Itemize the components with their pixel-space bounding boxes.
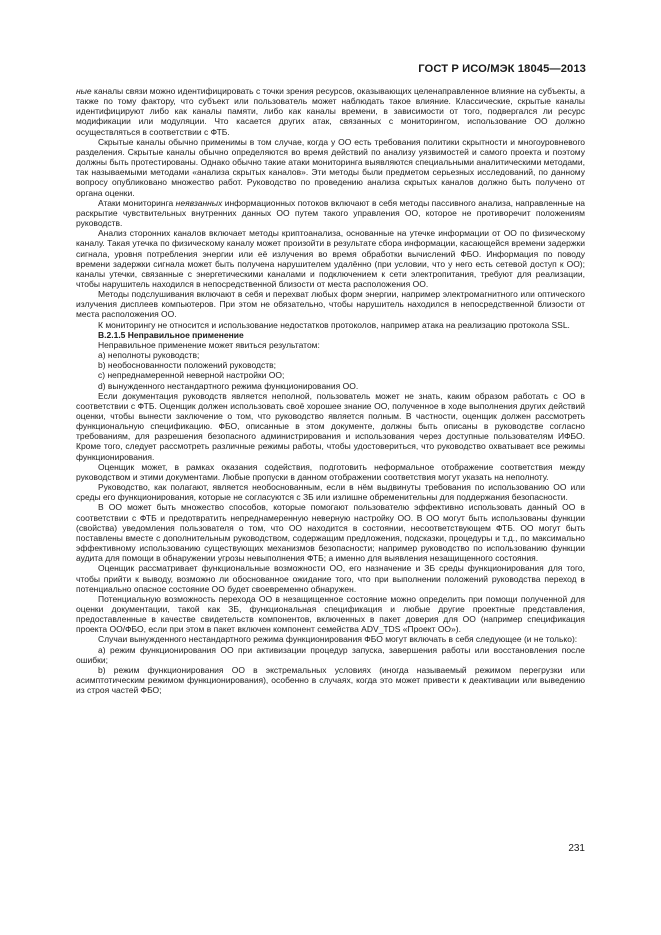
paragraph-incomplete-guidance: Если документация руководств является неполной, пользователь может не знать, каким образом работать с ОО в соответствии с ФТБ. Оценщик должен использовать своё хорошее знание ОО, полученное в ходе выполнения других действий оценки, чтобы вынести заключение о том, что руководство является полным. В частности, оценщик должен рассмотреть функциональную спецификацию. ФБО, описанные в этом документе, должны быть описаны в руководстве согласно требованиям, для разрешения безопасного администрирования и использования через доступные пользователям ИФБО. Кроме того, следует рассмотреть различные режимы работы, чтобы удостовериться, что руководство охватывает все режимы функционирования.	[76, 390, 585, 462]
document-body	[76, 86, 585, 695]
page-number: 231	[568, 843, 585, 854]
paragraph-monitoring-attacks	[76, 198, 585, 228]
paragraph-misuse-intro: Неправильное применение может явиться результатом:	[98, 339, 320, 350]
document-header: ГОСТ Р ИСО/МЭК 18045—2013	[418, 63, 586, 75]
paragraph-misconfiguration: В ОО может быть множество способов, которые помогают пользователю эффективно использовать данный ОО в соответствии с ФТБ и предотвратить непреднамеренную неверную настройку ОО. В ОО могут быть использованы функции (свойства) уведомления пользователя о том, что ОО находится в состоянии, несоответствующем ФТБ. ОО могут быть поставлены вместе с дополнительным руководством, содержащим предложения, подсказки, процедуры и т.д., по максимально эффективному использованию существующих механизмов безопасности; например руководство по использованию функции аудита для помощи в обнаружении угрозы невыполнения ФТБ; а именно для выявления незащищенного состояния.	[76, 502, 585, 564]
paragraph-eavesdropping: Методы подслушивания включают в себя и перехват любых форм энергии, например электромагнитного или оптического излучения дисплеев компьютеров. При этом не обязательно, чтобы нарушитель находился в непосредственной близости от места расположения ОО.	[76, 289, 585, 320]
paragraph-covert-channels: Скрытые каналы обычно применимы в том случае, когда у ОО есть требования политики скрытности и многоуровневого разделения. Скрытые каналы обычно определяются во время действий по анализу уязвимостей и самого проекта и поэтому должны быть протестированы. Однако обычно такие атаки мониторинга выявляются специальными аналитическими методами, так называемыми методами «анализа скрытых каналов». Эти методы были предметом серьезных исследований, по данному вопросу опубликовано множество работ. Руководство по проведению анализа скрытых каналов должно быть получено от органа оценки.	[76, 136, 585, 198]
paragraph-side-channels: Анализ сторонних каналов включает методы криптоанализа, основанные на утечке информации от ОО по физическому каналу. Такая утечка по физическому каналу может произойти в результате сбора информации, касающейся времени задержки сигнала, уровня потребления энергии или её излучения во время обработки вычислений ФБО. Информация по поводу времени задержки сигнала может быть получена нарушителем удалённо (при условии, что у него есть сетевой доступ к ОО); каналы утечки, связанные с энергетическими каналами и подключением к сети электропитания, требуют для реализации, чтобы нарушитель находился в непосредственной близости от места расположения ОО.	[76, 228, 585, 289]
paragraph-unreasonable-guidance: Руководство, как полагают, является необоснованным, если в нём выдвинуты требования по использованию ОО или среды его функционирования, которые не согласуются с ЗБ или излишне обременительны для поддержания безопасности.	[76, 482, 585, 503]
italic-fragment: неявзанных	[175, 197, 223, 208]
paragraph-insecure-state: Потенциальную возможность перехода ОО в незащищенное состояние можно определить при помощи полученной для оценки документации, такой как ЗБ, функциональная спецификация и любые другие проектные представления, предоставленные в качестве свидетельств компонентов, включенных в пакет доверия для ОО (например спецификация проекта ОО/ФБО, если при этом в пакет включен компонент семейства ADV_TDS «Проект ОО»).	[76, 593, 585, 635]
paragraph-text: информационных потоков включают в себя методы пассивного анализа, направленные на раскрытие чувствительных внутренних данных ОО путем такого управления ОО, которое не противоречит положениям руководств.	[76, 197, 586, 229]
list-item: b) необоснованности положений руководств;	[98, 360, 277, 371]
paragraph-mapping: Оценщик может, в рамках оказания содействия, подготовить неформальное отображение соответствия между руководством и этими документами. Любые пропуски в данном отображении соответствия могут указать на неполноту.	[76, 461, 585, 482]
list-item: b) режим функционирования ОО в экстремальных условиях (иногда называемый режимом перегрузки или асимптотическим режимом функционирования), особенно в случаях, когда это может привести к деактивации или выведению из строя частей ФБО;	[76, 664, 585, 696]
paragraph-text: Атаки мониторинга	[98, 197, 176, 208]
list-item: a) неполноты руководств;	[98, 350, 200, 361]
paragraph-evaluator-review: Оценщик рассматривает функциональные возможности ОО, его назначение и ЗБ среды функционирования для того, чтобы прийти к выводу, возможно ли обоснованное ожидание того, что при выполнении положений руководства переход в потенциально опасное состояние ОО будет своевременно обнаружен.	[76, 563, 585, 594]
paragraph-covert-channels-intro	[76, 86, 585, 137]
list-item: a) режим функционирования ОО при активизации процедур запуска, завершения работы или восстановления после ошибки;	[76, 644, 585, 665]
paragraph-text: каналы связи можно идентифицировать с точки зрения ресурсов, оказывающих целенаправленное влияние на субъекты, а также по тому фактору, что субъект или пользователь может наблюдать такое влияние. Классические, скрытые каналы идентифицируют либо как каналы памяти, либо как каналы времени, в зависимости от того, подвергался ли ресурс модификации или модуляции. Что касается других атак, связанных с мониторингом, использование ОО должно осуществляться в соответствии с ФТБ.	[76, 86, 586, 137]
paragraph-forced-mode: Случаи вынужденного нестандартного режима функционирования ФБО могут включать в себя следующее (и не только):	[98, 634, 578, 645]
italic-fragment: ные	[76, 86, 92, 96]
section-heading: В.2.1.5 Неправильное применение	[98, 329, 244, 340]
list-item: d) вынужденного нестандартного режима функционирования ОО.	[98, 380, 359, 391]
list-item: c) непреднамеренной неверной настройки ОО;	[98, 370, 285, 381]
paragraph-protocol-flaws: К мониторингу не относится и использование недостатков протоколов, например атака на реализацию протокола SSL.	[98, 319, 570, 330]
